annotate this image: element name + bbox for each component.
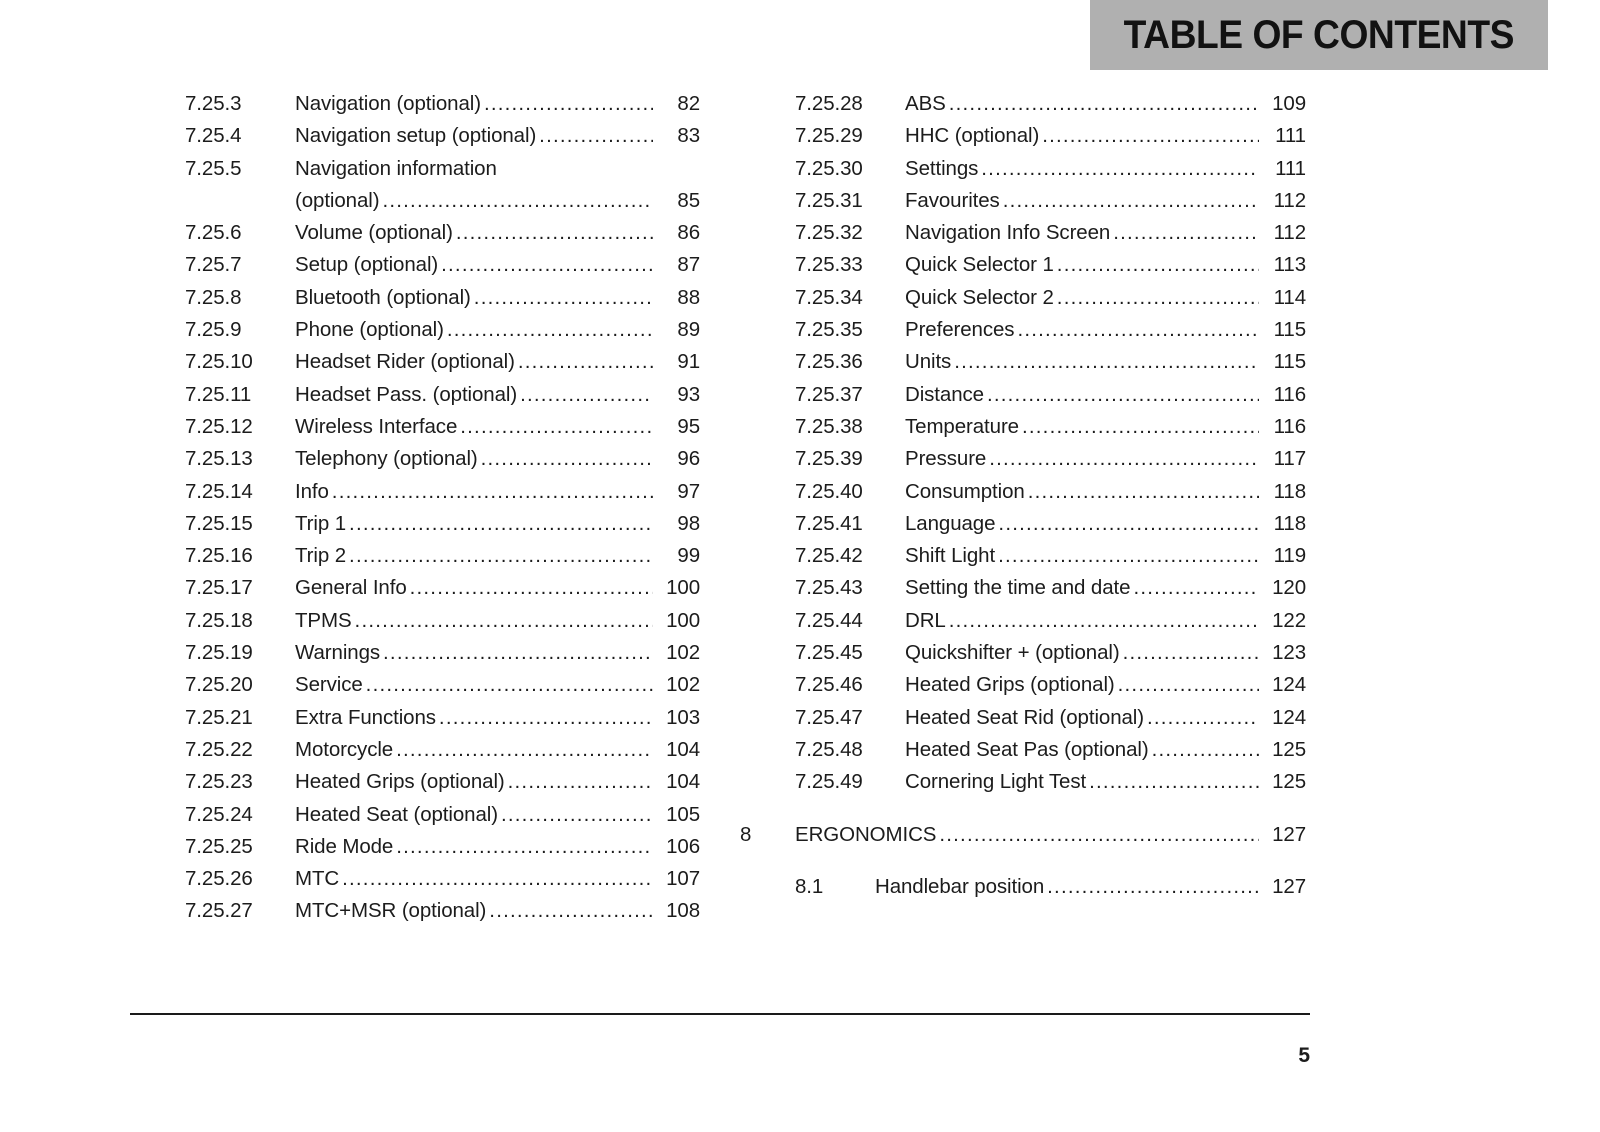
entry-title: Navigation (optional)	[295, 92, 481, 115]
entry-title: General Info	[295, 576, 407, 600]
dot-leader	[1047, 871, 1259, 903]
entry-page: 82	[677, 92, 700, 115]
entry-page: 116	[1273, 414, 1306, 438]
entry-number: 7.25.29	[795, 124, 863, 148]
toc-column-right	[740, 88, 1306, 903]
entry-number: 7.25.7	[185, 253, 242, 277]
entry-title: Ride Mode	[295, 834, 394, 858]
toc-entry	[185, 411, 700, 443]
entry-title: Navigation setup (optional)	[295, 124, 537, 148]
entry-title: TPMS	[295, 608, 352, 632]
entry-number: 7.25.45	[795, 641, 863, 665]
entry-page: 115	[1273, 350, 1306, 374]
entry-page: 109	[1272, 92, 1306, 115]
page-title: TABLE OF CONTENTS	[1123, 12, 1515, 57]
dot-leader	[349, 508, 653, 540]
toc-entry	[795, 572, 1306, 604]
toc-entry	[795, 185, 1306, 217]
dot-leader	[1147, 702, 1259, 734]
entry-number: 7.25.31	[795, 188, 863, 212]
entry-number: 7.25.4	[185, 124, 242, 148]
toc-entry	[185, 217, 700, 249]
toc-entry	[185, 120, 700, 152]
dot-leader	[998, 540, 1259, 572]
entry-number: 7.25.21	[185, 705, 253, 729]
toc-entry	[185, 895, 700, 927]
entry-page: 102	[666, 673, 700, 697]
toc-entry	[185, 88, 700, 120]
entry-title: Quick Selector 2	[905, 285, 1054, 309]
entry-title: Phone (optional)	[295, 318, 444, 342]
entry-title: Cornering Light Test	[905, 770, 1087, 794]
entry-title: Volume (optional)	[295, 221, 453, 245]
entry-number: 7.25.17	[185, 576, 253, 600]
entry-number: 7.25.9	[185, 318, 242, 342]
entry-page: 112	[1273, 221, 1306, 245]
dot-leader	[489, 895, 653, 927]
toc-entry	[185, 863, 700, 895]
entry-title: Heated Seat (optional)	[295, 802, 498, 826]
entry-number: 7.25.36	[795, 350, 863, 374]
toc-entry	[795, 217, 1306, 249]
toc-entry	[185, 508, 700, 540]
dot-leader	[508, 766, 653, 798]
entry-number: 7.25.35	[795, 318, 863, 342]
entry-number: 7.25.3	[185, 92, 242, 115]
dot-leader	[396, 734, 653, 766]
entry-title: Shift Light	[905, 544, 996, 568]
toc-entry	[185, 766, 700, 798]
toc-entry	[795, 669, 1306, 701]
toc-entry	[795, 379, 1306, 411]
dot-leader	[1123, 637, 1259, 669]
dot-leader	[1042, 120, 1259, 152]
entry-number: 7.25.10	[185, 350, 253, 374]
toc-entry	[185, 702, 700, 734]
dot-leader	[1057, 249, 1259, 281]
entry-title: Language	[905, 511, 996, 535]
toc-entry	[795, 153, 1306, 185]
toc-entry	[185, 734, 700, 766]
entry-number: 7.25.40	[795, 479, 863, 503]
entry-title: Heated Seat Pas (optional)	[905, 737, 1149, 761]
toc-entry	[185, 669, 700, 701]
entry-number: 7.25.19	[185, 641, 253, 665]
toc-entry	[185, 572, 700, 604]
entry-page: 89	[677, 318, 700, 342]
entry-number: 7.25.5	[185, 156, 242, 180]
toc-entry	[795, 443, 1306, 475]
toc-entry	[795, 249, 1306, 281]
entry-page: 122	[1272, 608, 1306, 632]
dot-leader	[382, 185, 653, 217]
entry-number: 7.25.27	[185, 899, 253, 923]
entry-page: 87	[677, 253, 700, 277]
entry-page: 119	[1273, 544, 1306, 568]
dot-leader	[1028, 476, 1259, 508]
entry-title: Headset Rider (optional)	[295, 350, 515, 374]
toc-entry	[795, 88, 1306, 120]
entry-page: 96	[677, 447, 700, 471]
entry-title: Heated Grips (optional)	[295, 770, 505, 794]
entry-number: 7.25.26	[185, 867, 253, 891]
dot-leader	[342, 863, 653, 895]
entry-page: 104	[666, 737, 700, 761]
toc-entry	[795, 540, 1306, 572]
entry-page: 111	[1275, 156, 1306, 180]
entry-title: Favourites	[905, 188, 1000, 212]
entry-number: 7.25.33	[795, 253, 863, 277]
entry-page: 117	[1273, 447, 1306, 471]
toc-entry	[795, 476, 1306, 508]
entry-page: 100	[666, 576, 700, 600]
entry-number: 7.25.28	[795, 92, 863, 115]
entry-number: 7.25.47	[795, 705, 863, 729]
entry-page: 107	[666, 867, 700, 891]
dot-leader	[456, 217, 653, 249]
dot-leader	[949, 605, 1259, 637]
dot-leader	[474, 282, 653, 314]
entry-page: 88	[677, 285, 700, 309]
entry-number: 7.25.14	[185, 479, 253, 503]
dot-leader	[1003, 185, 1259, 217]
entry-page: 98	[677, 511, 700, 535]
dot-leader	[998, 508, 1259, 540]
entry-title: Wireless Interface	[295, 414, 458, 438]
entry-title: Heated Grips (optional)	[905, 673, 1115, 697]
entry-page: 85	[677, 188, 700, 212]
entry-number: 7.25.49	[795, 770, 863, 794]
entry-page: 99	[677, 544, 700, 568]
dot-leader	[954, 346, 1259, 378]
entry-page: 113	[1273, 253, 1306, 277]
entry-page: 104	[666, 770, 700, 794]
dot-leader	[332, 476, 653, 508]
toc-entry	[185, 605, 700, 637]
entry-title: Extra Functions	[295, 705, 436, 729]
entry-title: Telephony (optional)	[295, 447, 478, 471]
dot-leader	[520, 379, 653, 411]
entry-title: Temperature	[905, 414, 1019, 438]
entry-title: Trip 2	[295, 544, 347, 568]
entry-page: 118	[1273, 511, 1306, 535]
entry-title: Handlebar position	[875, 874, 1045, 898]
entry-page: 97	[677, 479, 700, 503]
entry-page: 125	[1272, 770, 1306, 794]
dot-leader	[501, 799, 653, 831]
footer-rule	[130, 1013, 1310, 1015]
dot-leader	[349, 540, 653, 572]
dot-leader	[441, 249, 653, 281]
entry-number: 7.25.18	[185, 608, 253, 632]
entry-title: MTC+MSR (optional)	[295, 899, 487, 923]
entry-title: Consumption	[905, 479, 1025, 503]
entry-page: 124	[1272, 705, 1306, 729]
entry-title: Info	[295, 479, 329, 503]
entry-page: 105	[666, 802, 700, 826]
dot-leader	[1118, 669, 1259, 701]
entry-number: 7.25.11	[185, 382, 252, 406]
dot-leader	[447, 314, 653, 346]
entry-page: 106	[666, 834, 700, 858]
entry-number: 7.25.48	[795, 737, 863, 761]
entry-number: 7.25.44	[795, 608, 863, 632]
entry-page: 103	[666, 705, 700, 729]
entry-page: 93	[677, 382, 700, 406]
entry-title: Service	[295, 673, 363, 697]
entry-page: 95	[677, 414, 700, 438]
entry-page: 91	[677, 350, 700, 374]
entry-title: Settings	[905, 156, 979, 180]
toc-entry	[185, 379, 700, 411]
entry-title: HHC (optional)	[905, 124, 1040, 148]
entry-title: Warnings	[295, 641, 381, 665]
page-number: 5	[1298, 1044, 1310, 1067]
dot-leader	[949, 88, 1259, 120]
entry-number: 7.25.6	[185, 221, 242, 245]
entry-number: 7.25.42	[795, 544, 863, 568]
toc-entry	[185, 637, 700, 669]
entry-title: Heated Seat Rid (optional)	[905, 705, 1144, 729]
entry-title: DRL	[905, 608, 946, 632]
entry-title: Quick Selector 1	[905, 253, 1054, 277]
entry-title: (optional)	[295, 188, 380, 212]
toc-entry	[795, 282, 1306, 314]
entry-title: ERGONOMICS	[795, 822, 937, 846]
entry-number: 7.25.34	[795, 285, 863, 309]
toc-entry	[795, 766, 1306, 798]
entry-page: 115	[1273, 318, 1306, 342]
dot-leader	[1089, 766, 1259, 798]
entry-title: Trip 1	[295, 511, 347, 535]
entry-page: 108	[666, 899, 700, 923]
entry-page: 123	[1272, 641, 1306, 665]
dot-leader	[396, 831, 653, 863]
entry-title: Distance	[905, 382, 984, 406]
dot-leader	[460, 411, 653, 443]
entry-number: 7.25.12	[185, 414, 253, 438]
dot-leader	[539, 120, 653, 152]
toc-entry	[185, 346, 700, 378]
entry-page: 118	[1273, 479, 1306, 503]
entry-title: ABS	[905, 92, 946, 115]
entry-number: 7.25.38	[795, 414, 863, 438]
dot-leader	[355, 605, 653, 637]
dot-leader	[1152, 734, 1259, 766]
dot-leader	[1057, 282, 1259, 314]
dot-leader	[518, 346, 653, 378]
entry-number: 7.25.20	[185, 673, 253, 697]
entry-number: 7.25.23	[185, 770, 253, 794]
dot-leader	[484, 88, 653, 120]
entry-page: 86	[677, 221, 700, 245]
toc-entry	[185, 476, 700, 508]
entry-number: 8	[740, 822, 752, 846]
toc-entry	[185, 153, 700, 218]
entry-page: 127	[1272, 822, 1306, 846]
entry-page: 127	[1272, 874, 1306, 898]
entry-page: 124	[1272, 673, 1306, 697]
entry-title: Setup (optional)	[295, 253, 439, 277]
toc-entry	[795, 637, 1306, 669]
entry-number: 7.25.22	[185, 737, 253, 761]
entry-page: 111	[1275, 124, 1306, 148]
dot-leader	[1017, 314, 1259, 346]
dot-leader	[410, 572, 653, 604]
toc-entry	[795, 871, 1306, 903]
toc-entry	[185, 799, 700, 831]
entry-page: 112	[1273, 188, 1306, 212]
entry-title-line1: Navigation information	[295, 156, 497, 180]
entry-page: 114	[1273, 285, 1306, 309]
entry-number: 7.25.15	[185, 511, 253, 535]
entry-number: 7.25.39	[795, 447, 863, 471]
entry-number: 7.25.46	[795, 673, 863, 697]
toc-entry	[185, 314, 700, 346]
dot-leader	[481, 443, 653, 475]
entry-number: 7.25.25	[185, 834, 253, 858]
entry-title: Preferences	[905, 318, 1015, 342]
dot-leader	[989, 443, 1259, 475]
entry-page: 120	[1272, 576, 1306, 600]
toc-entry	[185, 831, 700, 863]
entry-number: 7.25.37	[795, 382, 863, 406]
entry-title: Bluetooth (optional)	[295, 285, 471, 309]
dot-leader	[366, 669, 653, 701]
dot-leader	[383, 637, 653, 669]
header-banner	[1090, 0, 1548, 70]
entry-number: 7.25.41	[795, 511, 863, 535]
toc-entry	[185, 540, 700, 572]
toc-column-left	[185, 88, 700, 928]
toc-entry	[740, 819, 1306, 851]
toc-entry	[795, 605, 1306, 637]
entry-number: 7.25.32	[795, 221, 863, 245]
entry-number: 7.25.16	[185, 544, 253, 568]
dot-leader	[981, 153, 1259, 185]
entry-number: 7.25.8	[185, 285, 242, 309]
dot-leader	[939, 819, 1259, 851]
entry-number: 7.25.30	[795, 156, 863, 180]
entry-number: 8.1	[795, 874, 824, 898]
toc-entry	[795, 314, 1306, 346]
entry-title: Motorcycle	[295, 737, 394, 761]
toc-entry	[795, 702, 1306, 734]
toc-entry	[185, 443, 700, 475]
entry-title: Quickshifter + (optional)	[905, 641, 1120, 665]
toc-entry	[185, 249, 700, 281]
dot-leader	[1133, 572, 1259, 604]
dot-leader	[987, 379, 1259, 411]
entry-title: Headset Pass. (optional)	[295, 382, 518, 406]
toc-entry	[795, 411, 1306, 443]
dot-leader	[439, 702, 653, 734]
entry-number: 7.25.24	[185, 802, 253, 826]
toc-entry	[795, 120, 1306, 152]
entry-page: 116	[1273, 382, 1306, 406]
entry-title: Navigation Info Screen	[905, 221, 1111, 245]
entry-page: 100	[666, 608, 700, 632]
entry-page: 102	[666, 641, 700, 665]
entry-title: MTC	[295, 867, 340, 891]
toc-entry	[795, 508, 1306, 540]
entry-page: 83	[677, 124, 700, 148]
entry-title: Pressure	[905, 447, 987, 471]
toc-entry	[185, 282, 700, 314]
entry-number: 7.25.43	[795, 576, 863, 600]
toc-entry	[795, 734, 1306, 766]
dot-leader	[1022, 411, 1259, 443]
entry-title: Units	[905, 350, 952, 374]
dot-leader	[1113, 217, 1259, 249]
entry-title: Setting the time and date	[905, 576, 1131, 600]
toc-entry	[795, 346, 1306, 378]
entry-number: 7.25.13	[185, 447, 253, 471]
entry-page: 125	[1272, 737, 1306, 761]
